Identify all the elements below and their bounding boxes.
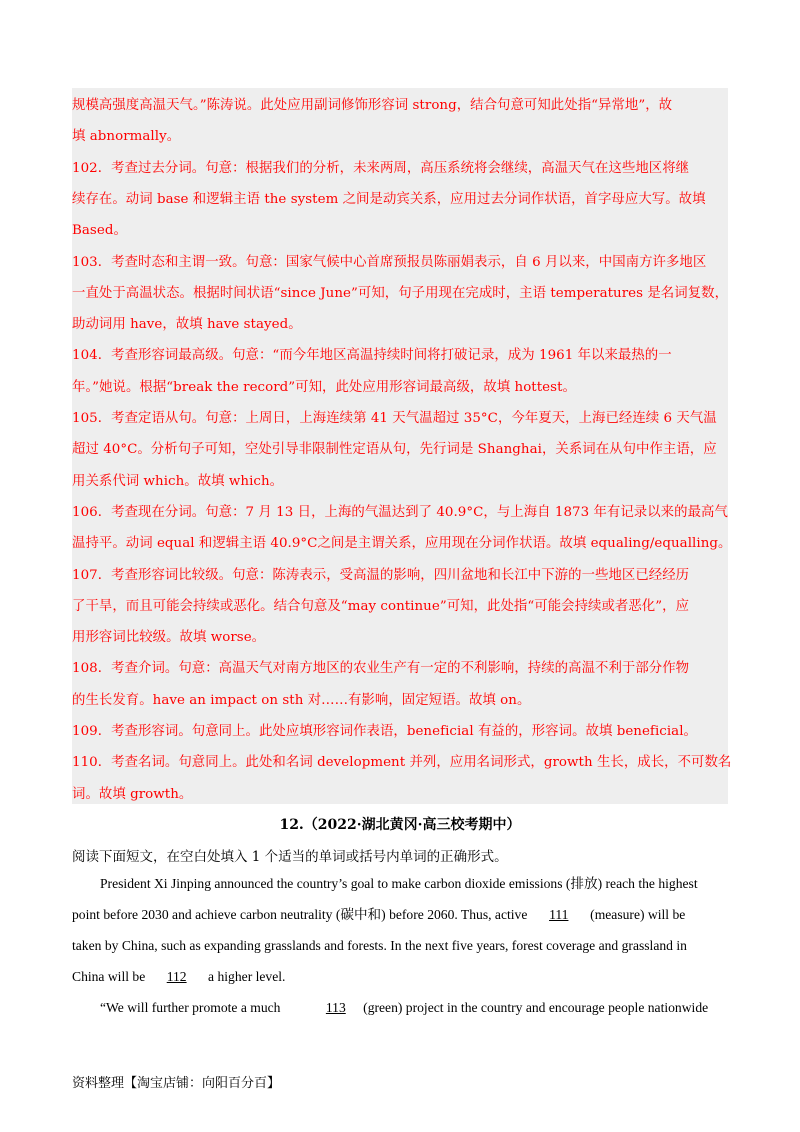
answer-line-q106-1: 温持平。动词 equal 和逻辑主语 40.9°C之间是主谓关系，应用现在分词作状语。故填 equaling/equalling。 bbox=[72, 536, 732, 552]
passage-text: “We will further promote a much bbox=[100, 1000, 284, 1015]
passage-text: a higher level. bbox=[204, 969, 286, 984]
answer-line-q102-2: Based。 bbox=[72, 223, 127, 239]
answer-line-q107-2: 用形容词比较级。故填 worse。 bbox=[72, 630, 266, 646]
blank-112[interactable]: 112 bbox=[166, 969, 187, 984]
answer-line-q103-1: 一直处于高温状态。根据时间状语“since June”可知，句子用现在完成时，主语 temperatures 是名词复数， bbox=[72, 285, 729, 301]
answer-line-q104-1: 年。”她说。根据“break the record”可知，此处应用形容词最高级，故填 hottest。 bbox=[72, 379, 576, 395]
answer-line-q108-0: 108．考查介词。句意：高温天气对南方地区的农业生产有一定的不利影响，持续的高温不利于部分作物 bbox=[72, 661, 690, 677]
passage-text: taken by China, such as expanding grasslands and forests. In the next five years, forest coverage and grassland in bbox=[72, 938, 687, 953]
passage-text: (measure) will be bbox=[586, 907, 686, 922]
answer-line-q105-1: 超过 40°C。分析句子可知，空处引导非限制性定语从句，先行词是 Shanghai，关系词在从句中作主语，应 bbox=[72, 442, 717, 458]
answer-line-q108-1: 的生长发育。have an impact on sth 对……有影响，固定短语。故填 on。 bbox=[72, 692, 531, 708]
blank-113[interactable]: 113 bbox=[325, 1000, 346, 1015]
answer-line-q102-0: 102．考查过去分词。句意：根据我们的分析，未来两周，高压系统将会继续，高温天气在这些地区将继 bbox=[72, 160, 690, 176]
answer-line-cont-0: 规模高强度高温天气。”陈涛说。此处应用副词修饰形容词 strong，结合句意可知此处指“异常地”，故 bbox=[72, 98, 673, 113]
answer-line-q107-0: 107．考查形容词比较级。句意：陈涛表示，受高温的影响，四川盆地和长江中下游的一些地区已经经历 bbox=[72, 567, 690, 583]
passage-line bbox=[72, 905, 728, 925]
passage-line bbox=[72, 874, 728, 894]
passage-text: point before 2030 and achieve carbon neutrality (碳中和) before 2060. Thus, active bbox=[72, 907, 531, 922]
footer-source: 资料整理【淘宝店铺：向阳百分百】 bbox=[72, 1076, 281, 1091]
passage-text: President Xi Jinping announced the country’s goal to make carbon dioxide emissions (排放) reach the highest bbox=[100, 876, 698, 891]
answer-line-q104-0: 104．考查形容词最高级。句意：“而今年地区高温持续时间将打破记录，成为 1961 年以来最热的一 bbox=[72, 348, 672, 364]
passage-text: (green) project in the country and encourage people nationwide bbox=[359, 1000, 709, 1015]
answer-line-q107-1: 了干旱，而且可能会持续或恶化。结合句意及“may continue”可知，此处指“可能会持续或者恶化”，应 bbox=[72, 598, 690, 614]
passage-line bbox=[72, 967, 728, 987]
question-instruction: 阅读下面短文，在空白处填入 1 个适当的单词或括号内单词的正确形式。 bbox=[72, 849, 508, 865]
passage-line bbox=[72, 936, 728, 956]
passage-text: China will be bbox=[72, 969, 149, 984]
passage-line bbox=[72, 998, 728, 1018]
answer-line-q110-0: 110．考查名词。句意同上。此处和名词 development 并列，应用名词形式，growth 生长，成长，不可数名 bbox=[72, 755, 732, 771]
answer-line-q105-2: 用关系代词 which。故填 which。 bbox=[72, 473, 284, 489]
answer-line-cont-1: 填 abnormally。 bbox=[72, 129, 181, 145]
blank-111[interactable]: 111 bbox=[549, 907, 569, 922]
answer-line-q110-1: 词。故填 growth。 bbox=[72, 786, 193, 802]
answer-line-q103-2: 助动词用 have，故填 have stayed。 bbox=[72, 317, 302, 333]
answer-line-q105-0: 105．考查定语从句。句意：上周日，上海连续第 41 天气温超过 35°C，今年夏天，上海已经连续 6 天气温 bbox=[72, 411, 717, 426]
answer-line-q109-0: 109．考查形容词。句意同上。此处应填形容词作表语，beneficial 有益的，形容词。故填 beneficial。 bbox=[72, 724, 697, 739]
question-heading: 12.（2022·湖北黄冈·高三校考期中） bbox=[279, 817, 521, 833]
answer-line-q106-0: 106．考查现在分词。句意：7 月 13 日，上海的气温达到了 40.9°C，与上海自 1873 年有记录以来的最高气 bbox=[72, 504, 728, 520]
answer-line-q103-0: 103．考查时态和主谓一致。句意：国家气候中心首席预报员陈丽娟表示，自 6 月以来，中国南方许多地区 bbox=[72, 254, 707, 270]
answer-line-q102-1: 续存在。动词 base 和逻辑主语 the system 之间是动宾关系，应用过去分词作状语，首字母应大写。故填 bbox=[72, 191, 706, 207]
